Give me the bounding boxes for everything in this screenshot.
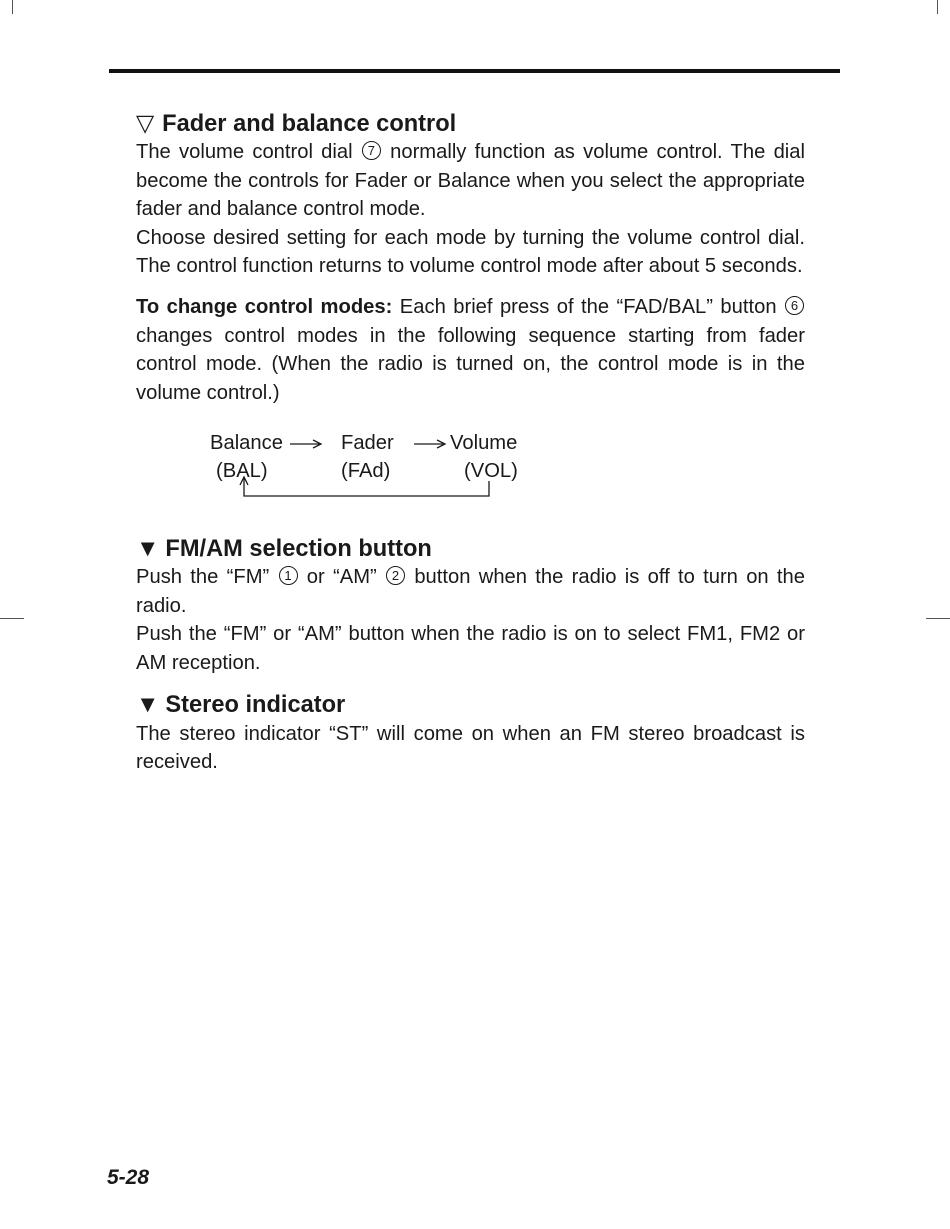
heading-text: Stereo indicator <box>165 692 346 719</box>
crop-mark-mid-left <box>0 618 24 619</box>
flow-code-balance: (BAL) <box>216 460 268 483</box>
section-heading-fm-am <box>136 535 805 563</box>
crop-mark-top-left <box>12 0 13 14</box>
section-heading-stereo <box>136 691 805 719</box>
arrow-volume-to-balance <box>244 477 489 496</box>
page-number: 5-28 <box>107 1166 150 1189</box>
section-heading-fader-balance <box>136 110 805 138</box>
crop-mark-mid-right <box>926 618 950 619</box>
flow-label-balance: Balance <box>210 432 283 455</box>
bold-lead: To change control modes: <box>136 296 393 319</box>
paragraph: The volume control dial 7 normally function as volume control. The dial become the controls for Fader or Balance when you select the appropriate fader and balance control mode. <box>136 141 805 221</box>
filled-down-triangle-icon: ▼ <box>136 692 160 719</box>
flow-code-fader: (FAd) <box>341 460 391 483</box>
filled-down-triangle-icon: ▼ <box>136 536 160 563</box>
callout-number-icon: 7 <box>362 141 381 160</box>
callout-number-icon: 6 <box>785 296 804 315</box>
flow-label-fader: Fader <box>341 432 394 455</box>
heading-text: Fader and balance control <box>162 111 457 137</box>
crop-mark-top-right <box>937 0 938 14</box>
paragraph: To change control modes: Each brief press of the “FAD/BAL” button 6 changes control modes in the following sequence starting from fader control mode. (When the radio is turned on, the control mode is in the volume control.) <box>136 296 805 404</box>
paragraph: The stereo indicator “ST” will come on when an FM stereo broadcast is received. <box>136 722 805 773</box>
paragraph: Push the “FM” or “AM” button when the radio is on to select FM1, FM2 or AM reception. <box>136 623 805 674</box>
flow-code-volume: (VOL) <box>464 460 518 483</box>
heading-text: FM/AM selection button <box>165 536 432 563</box>
flow-label-volume: Volume <box>450 432 518 455</box>
flow-arrows <box>136 429 805 535</box>
mode-sequence-diagram <box>136 429 805 535</box>
paragraph: Push the “FM” 1 or “AM” 2 button when the radio is off to turn on the radio. <box>136 566 805 617</box>
callout-number-icon: 2 <box>386 566 405 585</box>
page-content <box>136 110 805 776</box>
paragraph: Choose desired setting for each mode by turning the volume control dial. The control function returns to volume control mode after about 5 seconds. <box>136 226 805 278</box>
outline-down-triangle-icon: ▽ <box>136 111 155 137</box>
header-rule <box>109 69 840 73</box>
callout-number-icon: 1 <box>279 566 298 585</box>
